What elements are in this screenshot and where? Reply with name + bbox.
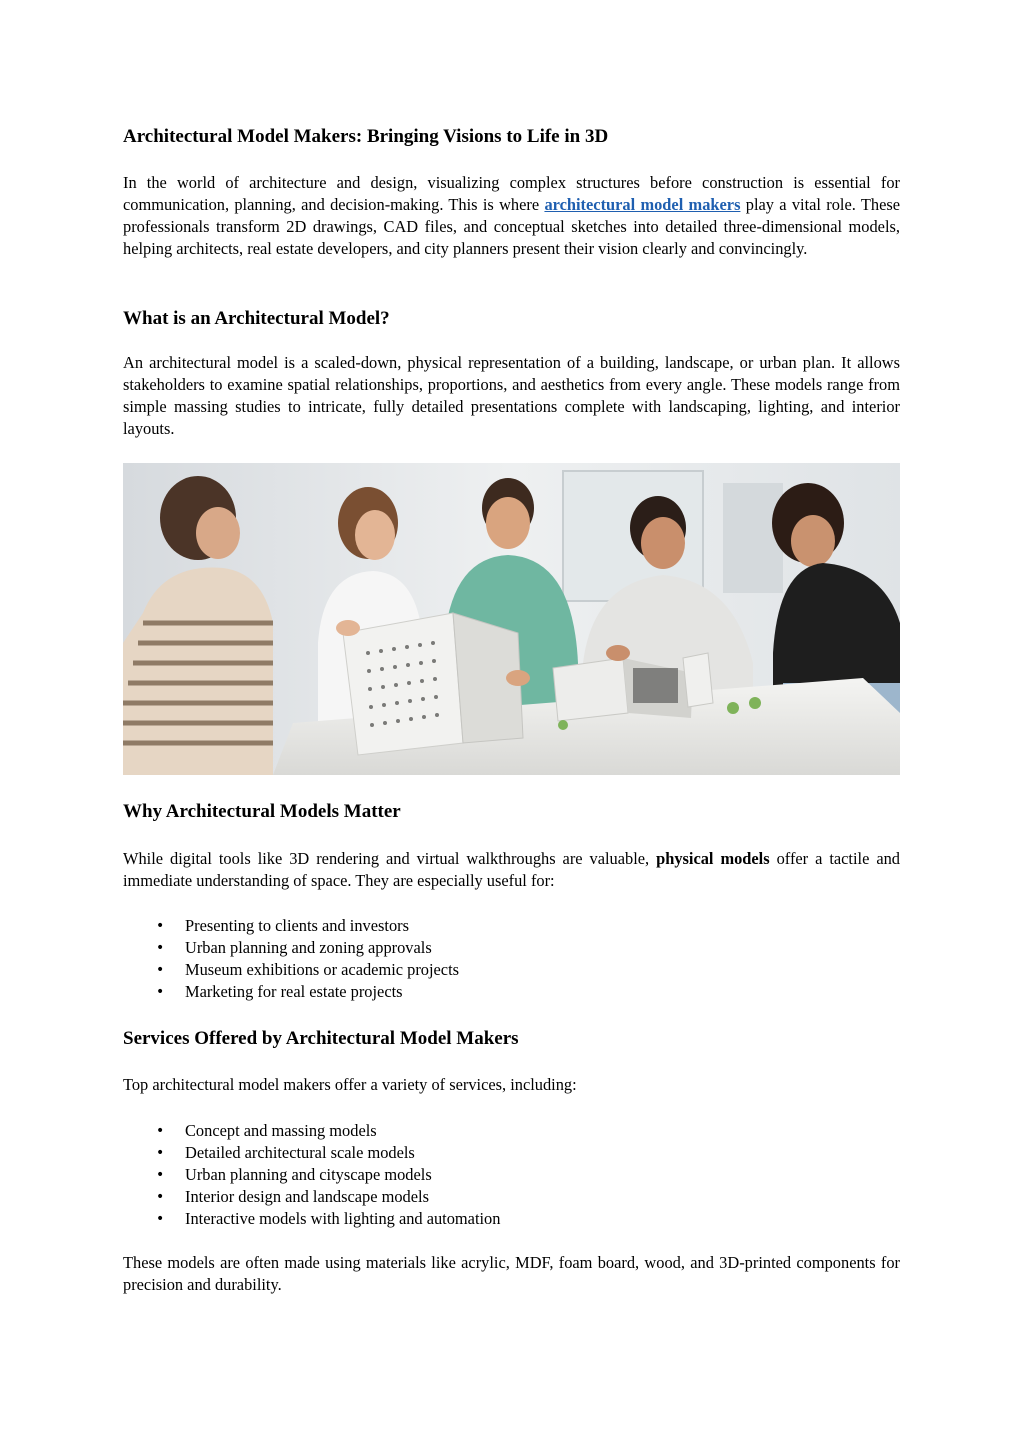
intro-text-after-link: play a vital role. These professionals transform 2D drawings, CAD files, and conceptual sketches into detailed three-dimensional models, helping architects, real estate developers, and city planners present their vision clearly and convincingly. [123, 195, 900, 258]
heading-why-models-matter: Why Architectural Models Matter [123, 801, 401, 822]
heading-what-is-model: What is an Architectural Model? [123, 308, 390, 329]
services-list [123, 1120, 500, 1230]
physical-models-bold: physical models [656, 849, 770, 868]
why-text-after-bold: offer a tactile and immediate understanding of space. They are especially useful for: [123, 849, 900, 890]
list-item: • Museum exhibitions or academic projects [123, 959, 459, 981]
what-is-model-paragraph: An architectural model is a scaled-down, physical representation of a building, landscape, or urban plan. It allows stakeholders to examine spatial relationships, proportions, and aesthetics from every angle. These models range from simple massing studies to intricate, fully detailed presentations complete with landscaping, lighting, and interior layouts. [123, 353, 900, 438]
intro-text-before-link: In the world of architecture and design, visualizing complex structures before construction is essential for communication, planning, and decision-making. This is where [123, 173, 900, 214]
list-item: • Presenting to clients and investors [123, 915, 459, 937]
list-item: • Interior design and landscape models [123, 1186, 500, 1208]
list-item: • Urban planning and zoning approvals [123, 937, 459, 959]
photo-of-team-examining-architectural-model-icon [123, 463, 900, 775]
use-cases-list [123, 915, 459, 1003]
heading-services-offered: Services Offered by Architectural Model Makers [123, 1028, 519, 1049]
list-item: • Interactive models with lighting and automation [123, 1208, 500, 1230]
architectural-model-makers-link[interactable]: architectural model makers [544, 195, 741, 214]
list-item: • Urban planning and cityscape models [123, 1164, 500, 1186]
list-item: • Marketing for real estate projects [123, 981, 459, 1003]
list-item: • Concept and massing models [123, 1120, 500, 1142]
team-model-photo [123, 463, 900, 775]
services-intro-paragraph: Top architectural model makers offer a variety of services, including: [123, 1075, 577, 1094]
why-models-matter-paragraph [123, 848, 900, 892]
intro-paragraph [123, 172, 900, 260]
why-text-before-bold: While digital tools like 3D rendering and virtual walkthroughs are valuable, [123, 849, 657, 868]
list-item: • Detailed architectural scale models [123, 1142, 500, 1164]
page-title: Architectural Model Makers: Bringing Visions to Life in 3D [123, 126, 609, 147]
materials-paragraph: These models are often made using materials like acrylic, MDF, foam board, wood, and 3D-printed components for precision and durability. [123, 1253, 900, 1294]
